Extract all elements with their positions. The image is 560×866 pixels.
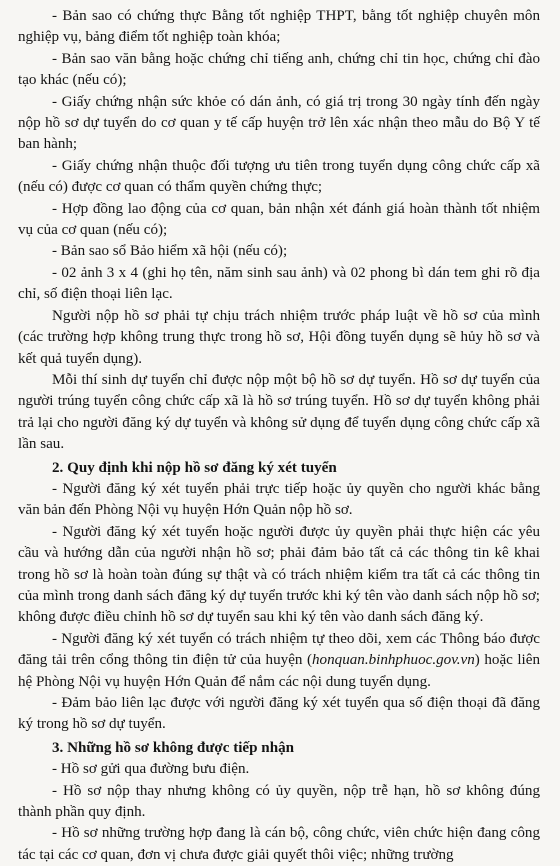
submission-rule-follow-announcements (18, 629, 540, 693)
requirement-diploma-copy: - Bản sao có chứng thực Bằng tốt nghiệp THPT, bằng tốt nghiệp chuyên môn nghiệp vụ, bảng điểm tốt nghiệp toàn khóa; (18, 8, 540, 46)
section-2-heading: 2. Quy định khi nộp hồ sơ đăng ký xét tuyển (52, 459, 337, 476)
announcement-text-start: - Người đăng ký xét tuyển có trách nhiệm tự theo dõi, xem các Thông báo được đăng tải trên cổng thông tin điện tử của huyện ( (18, 630, 540, 669)
rejected-employed: - Hồ sơ những trường hợp đang là cán bộ, công chức, viên chức hiện đang công tác tại các cơ quan, đơn vị chưa được giải quyết thôi việc; những trường (18, 825, 540, 863)
single-application-paragraph: Mỗi thí sinh dự tuyển chỉ được nộp một bộ hồ sơ dự tuyển. Hồ sơ dự tuyển của người trúng tuyển công chức cấp xã là hồ sơ trúng tuyển. Hồ sơ dự tuyển không phải trả lại cho người đăng ký dự tuyển và không sử dụng để tuyển dụng công chức cấp xã lần sau. (18, 371, 540, 453)
rejected-proxy-late: - Hồ sơ nộp thay nhưng không có ủy quyền, nộp trễ hạn, hồ sơ không đúng thành phần quy định. (18, 782, 540, 821)
requirement-certificates: - Bản sao văn bằng hoặc chứng chỉ tiếng anh, chứng chỉ tin học, chứng chỉ đào tạo khác (nếu có); (18, 50, 540, 89)
requirement-photos-envelopes: - 02 ảnh 3 x 4 (ghi họ tên, năm sinh sau ảnh) và 02 phong bì dán tem ghi rõ địa chỉ, số điện thoại liên lạc. (18, 264, 540, 303)
requirement-health-certificate: - Giấy chứng nhận sức khỏe có dán ảnh, có giá trị trong 30 ngày tính đến ngày nộp hồ sơ dự tuyển do cơ quan y tế cấp huyện trở lên xác nhận theo mẫu do Bộ Y tế ban hành; (18, 93, 540, 153)
section-3-heading: 3. Những hồ sơ không được tiếp nhận (52, 739, 295, 756)
submission-rule-accuracy: - Người đăng ký xét tuyển hoặc người được ủy quyền phải thực hiện các yêu cầu và hướng dẫn của người nhận hồ sơ; phải đảm bảo tất cả các thông tin kê khai trong hồ sơ là hoàn toàn đúng sự thật và có trách nhiệm kiểm tra tất cả các thông tin của mình trong danh sách đăng ký dự tuyển trước khi ký tên vào danh sách nộp hồ sơ; không được điều chỉnh hồ sơ dự tuyển sau khi ký tên vào danh sách đăng ký. (18, 523, 540, 626)
submission-rule-in-person: - Người đăng ký xét tuyển phải trực tiếp hoặc ủy quyền cho người khác bằng văn bản đến Phòng Nội vụ huyện Hớn Quản nộp hồ sơ. (18, 480, 540, 519)
announcement-text-end: ) hoặc liên hệ Phòng Nội vụ huyện Hớn Quản để nắm các nội dung tuyển dụng. (18, 652, 540, 690)
submission-rule-contact: - Đảm bảo liên lạc được với người đăng ký xét tuyển qua số điện thoại đã đăng ký trong hồ sơ dự tuyển. (18, 695, 540, 733)
applicant-responsibility-paragraph: Người nộp hồ sơ phải tự chịu trách nhiệm trước pháp luật về hồ sơ của mình (các trường hợp không trung thực trong hồ sơ, Hội đồng tuyển dụng sẽ hủy hồ sơ và kết quả tuyển dụng). (18, 307, 540, 367)
requirement-social-insurance: - Bản sao sổ Bảo hiểm xã hội (nếu có); (52, 243, 288, 260)
rejected-postal: - Hồ sơ gửi qua đường bưu điện. (52, 761, 250, 778)
requirement-labor-contract: - Hợp đồng lao động của cơ quan, bản nhận xét đánh giá hoàn thành tốt nhiệm vụ của cơ quan (nếu có); (18, 200, 540, 239)
requirement-priority-certificate: - Giấy chứng nhận thuộc đối tượng ưu tiên trong tuyển dụng công chức cấp xã (nếu có) được cơ quan có thẩm quyền chứng thực; (18, 157, 540, 196)
website-url: honquan.binhphuoc.gov.vn (312, 652, 475, 669)
